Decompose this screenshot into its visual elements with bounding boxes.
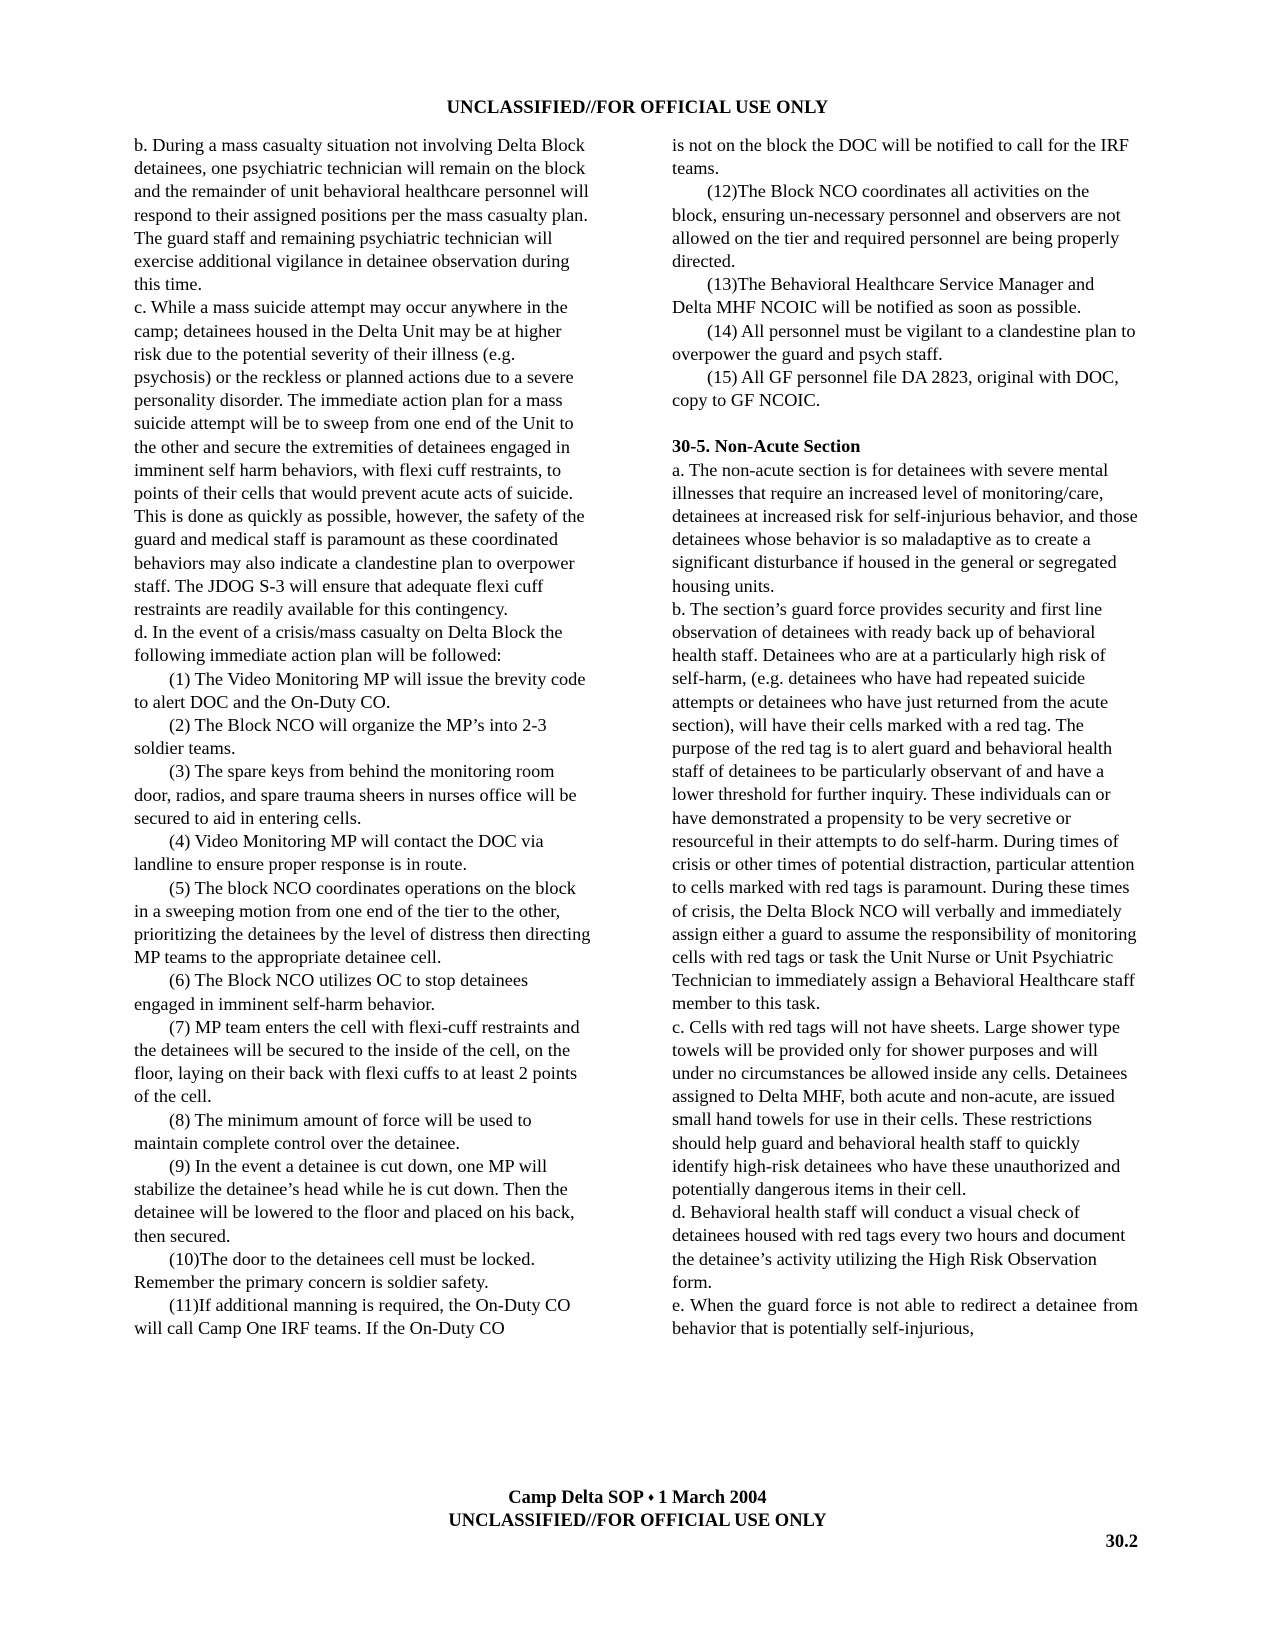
list-item-12: (12)The Block NCO coordinates all activities on the block, ensuring un-necessary personnel and observers are not allowed on the tier and required personnel are being properly directed. [672,181,1121,272]
list-item-8: (8) The minimum amount of force will be used to maintain complete control over the detainee. [134,1109,532,1153]
paragraph-c: c. While a mass suicide attempt may occur anywhere in the camp; detainees housed in the Delta Unit may be at higher risk due to the potential severity of their illness (e.g. psychosis) or the reckless or planned actions due to a severe personality disorder. The immediate action plan for a mass suicide attempt will be to sweep from one end of the Unit to the other and secure the extremities of detainees engaged in imminent self harm behaviors, with flexi cuff restraints, to points of their cells that would prevent acute acts of suicide. This is done as quickly as possible, however, the safety of the guard and medical staff is paramount as these coordinated behaviors may also indicate a clandestine plan to overpower staff. The JDOG S-3 will ensure that adequate flexi cuff restraints are readily available for this contingency. [134,297,585,620]
paragraph-d: d. In the event of a crisis/mass casualty on Delta Block the following immediate action plan will be followed: [134,622,563,666]
paragraph-d: d. Behavioral health staff will conduct a visual check of detainees housed with red tags every two hours and document the detainee’s activity utilizing the High Risk Observation form. [672,1202,1126,1292]
list-item-9: (9) In the event a detainee is cut down, one MP will stabilize the detainee’s head while he is cut down. Then the detainee will be lowered to the floor and placed on his back, then secured. [134,1155,575,1246]
list-item-5: (5) The block NCO coordinates operations on the block in a sweeping motion from one end of the tier to the other, prioritizing the detainees by the level of distress then directing MP teams to the appropriate detainee cell. [134,877,591,968]
footer-doc-name: Camp Delta SOP [508,1488,644,1508]
list-item-11: (11)If additional manning is required, the On-Duty CO will call Camp One IRF teams. If the On-Duty CO [134,1295,571,1339]
page-footer [0,1486,1275,1533]
left-column [134,134,592,1341]
paragraph-e: e. When the guard force is not able to redirect a detainee from behavior that is potentially self-injurious, [672,1294,1138,1339]
paragraph-c: c. Cells with red tags will not have sheets. Large shower type towels will be provided only for shower purposes and will under no circumstances be allowed inside any cells. Detainees assigned to Delta MHF, both acute and non-acute, are issued small hand towels for use in their cells. These restrictions should help guard and behavioral health staff to quickly identify high-risk detainees who have these unauthorized and potentially dangerous items in their cell. [672,1016,1128,1199]
list-item-13: (13)The Behavioral Healthcare Service Manager and Delta MHF NCOIC will be notified as soon as possible. [672,274,1095,318]
paragraph-a: a. The non-acute section is for detainees with severe mental illnesses that require an increased level of monitoring/care, detainees at increased risk for self-injurious behavior, and those detainees whose behavior is so maladaptive as to create a significant disturbance if housed in the general or segregated housing units. [672,459,1138,596]
paragraph-b: b. During a mass casualty situation not involving Delta Block detainees, one psychiatric technician will remain on the block and the remainder of unit behavioral healthcare personnel will respond to their assigned positions per the mass casualty plan. The guard staff and remaining psychiatric technician will exercise additional vigilance in detainee observation during this time. [134,135,589,295]
list-item-2: (2) The Block NCO will organize the MP’s into 2-3 soldier teams. [134,715,547,759]
list-item-15: (15) All GF personnel file DA 2823, original with DOC, copy to GF NCOIC. [672,367,1119,411]
footer-date: 1 March 2004 [658,1488,767,1508]
list-item-11-continued: is not on the block the DOC will be notified to call for the IRF teams. [672,135,1129,179]
diamond-icon: ♦ [647,1490,655,1504]
list-item-14: (14) All personnel must be vigilant to a clandestine plan to overpower the guard and psych staff. [672,320,1136,364]
list-item-4: (4) Video Monitoring MP will contact the DOC via landline to ensure proper response is in route. [134,831,544,875]
page-number: 30.2 [1105,1532,1138,1552]
list-item-3: (3) The spare keys from behind the monitoring room door, radios, and spare trauma sheers in nurses office will be secured to aid in entering cells. [134,761,577,828]
classification-header: UNCLASSIFIED//FOR OFFICIAL USE ONLY [446,98,829,118]
footer-classification: UNCLASSIFIED//FOR OFFICIAL USE ONLY [448,1511,827,1531]
right-column [672,134,1138,1340]
list-item-1: (1) The Video Monitoring MP will issue the brevity code to alert DOC and the On-Duty CO. [134,668,586,712]
list-item-6: (6) The Block NCO utilizes OC to stop detainees engaged in imminent self-harm behavior. [134,970,529,1014]
list-item-10: (10)The door to the detainees cell must be locked. Remember the primary concern is soldier safety. [134,1248,536,1292]
section-heading: 30-5. Non-Acute Section [672,436,861,457]
list-item-7: (7) MP team enters the cell with flexi-cuff restraints and the detainees will be secured to the inside of the cell, on the floor, laying on their back with flexi cuffs to at least 2 points of the cell. [134,1016,580,1107]
footer-doc-line [0,1486,1275,1510]
paragraph-b: b. The section’s guard force provides security and first line observation of detainees with ready back up of behavioral health staff. Detainees who are at a particularly high risk of self-harm, (e.g. detainees who have had repeated suicide attempts or detainees who have just returned from the acute section), will have their cells marked with a red tag. The purpose of the red tag is to alert guard and behavioral health staff of detainees to be particularly observant of and have a lower threshold for further inquiry. These individuals can or have demonstrated a propensity to be very secretive or resourceful in their attempts to do self-harm. During times of crisis or other times of potential distraction, particular attention to cells marked with red tags is paramount. During these times of crisis, the Delta Block NCO will verbally and immediately assign either a guard to assume the responsibility of monitoring cells with red tags or task the Unit Nurse or Unit Psychiatric Technician to immediately assign a Behavioral Healthcare staff member to this task. [672,598,1137,1014]
